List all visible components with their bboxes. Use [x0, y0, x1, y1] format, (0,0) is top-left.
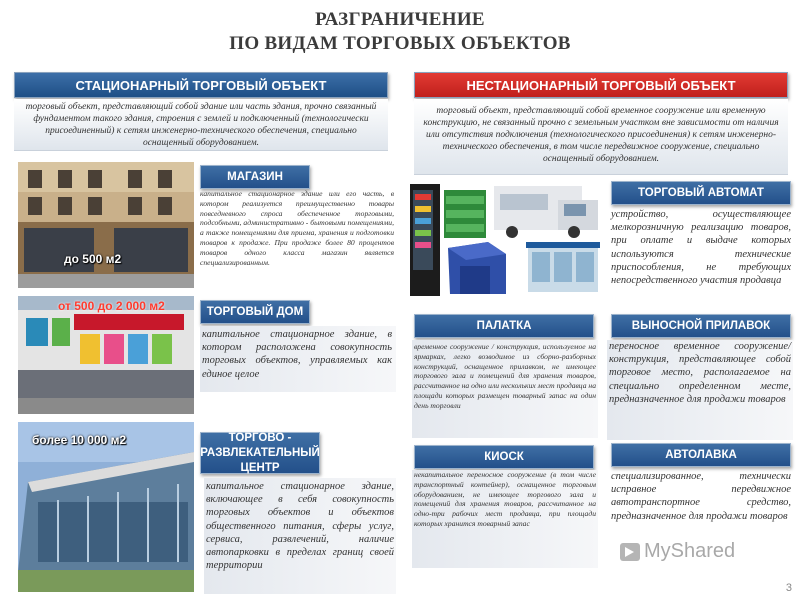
- stationary-definition: торговый объект, представляющий собой здание или часть здания, прочно связанный фундаментом такого здания, строения с землей и подключенный (технологически присоединенный) к сетям инженерно-технического обеспечения, специально оснащенный оборудованием.: [25, 102, 377, 148]
- play-logo-icon: [620, 543, 640, 561]
- page-title: [0, 8, 800, 56]
- autoshop-label: АВТОЛАВКА: [611, 443, 791, 467]
- stall-label: ВЫНОСНОЙ ПРИЛАВОК: [611, 314, 791, 338]
- mall-description: капитальное стационарное здание, включающее в себя совокупность торговых объектов и объектов общественного питания, сферы услуг, сервиса, развлечений, наличие автопарковки в пределах границ своей территории: [206, 481, 394, 572]
- store-photo: [18, 162, 194, 288]
- stationary-header: СТАЦИОНАРНЫЙ ТОРГОВЫЙ ОБЪЕКТ: [14, 72, 388, 98]
- trade-house-photo: [18, 296, 194, 414]
- vending-label: ТОРГОВЫЙ АВТОМАТ: [611, 181, 791, 205]
- title-line-1: РАЗГРАНИЧЕНИЕ: [315, 9, 485, 30]
- tent-label: ПАЛАТКА: [414, 314, 594, 338]
- trade-house-label: ТОРГОВЫЙ ДОМ: [200, 300, 310, 324]
- mall-area-badge: более 10 000 м2: [32, 433, 127, 447]
- watermark-text: MyShared: [644, 540, 736, 562]
- non-stationary-definition: торговый объект, представляющий собой временное сооружение или временную конструкцию, не связанный прочно с земельным участком вне зависимости от наличия или отсутствия подключения (технологического присоединения) к сетям инженерно-технического обеспечения, в том числе передвижное сооружение, специально оснащенный оборудованием.: [423, 106, 779, 164]
- non-stationary-photos: [408, 182, 604, 298]
- trade-house-area-badge: от 500 до 2 000 м2: [58, 299, 165, 313]
- mall-photo: [18, 422, 194, 592]
- kiosk-description: некапитальное переносное сооружение (в том числе транспортный контейнер), оснащенное торговым оборудованием, не имеющее торгового зала и помещений для хранения товаров, рассчитанное на одно-три рабочих мест продавца, при площади которых хранится товарный запас: [414, 470, 596, 528]
- store-label: МАГАЗИН: [200, 165, 310, 189]
- non-stationary-header: НЕСТАЦИОНАРНЫЙ ТОРГОВЫЙ ОБЪЕКТ: [414, 72, 788, 98]
- mall-label: ТОРГОВО - РАЗВЛЕКАТЕЛЬНЫЙ ЦЕНТР: [200, 431, 320, 474]
- stall-description: переносное временное сооружение/конструкция, представляющее собой торговое место, располагаемое на специально определенном месте, предназначенное для продажи товаров: [609, 341, 791, 405]
- store-area-badge: до 500 м2: [64, 252, 122, 266]
- vending-description: устройство, осуществляющее мелкорозничную реализацию товаров, при оплате и выдаче которых используются технические приспособления, не требующих непосредственного участия продавца: [611, 209, 791, 287]
- kiosk-label: КИОСК: [414, 445, 594, 469]
- title-line-2: ПО ВИДАМ ТОРГОВЫХ ОБЪЕКТОВ: [229, 33, 571, 54]
- autoshop-description: специализированное, технически исправное передвижное автотранспортное средство, предназначенное для продажи товаров: [611, 471, 791, 522]
- myshared-watermark: [620, 540, 735, 563]
- store-description: капитальное стационарное здание или его часть, в котором реализуется преимущественно товары повседневного спроса обеспеченное торговыми, подсобными, административно - бытовыми помещениями, а также помещениями для приема, хранения и подготовки товаров к продаже. При продаже более 80 процентов товаров одного класса магазин является специализированным.: [200, 189, 394, 267]
- page-number: 3: [785, 582, 792, 594]
- trade-house-description: капитальное стационарное здание, в котором расположена совокупность торговых объектов, управляемых как единое целое: [202, 329, 392, 380]
- tent-description: временное сооружение / конструкция, используемое на ярмарках, легко возводимое из сборно-разборных конструкций, оснащенное прилавком, не имеющее торгового зала и помещений для хранения товаров, рассчитанное на одно или нескольких мест продавца на площади которых размещен товарный запас на один день торговли: [414, 342, 596, 410]
